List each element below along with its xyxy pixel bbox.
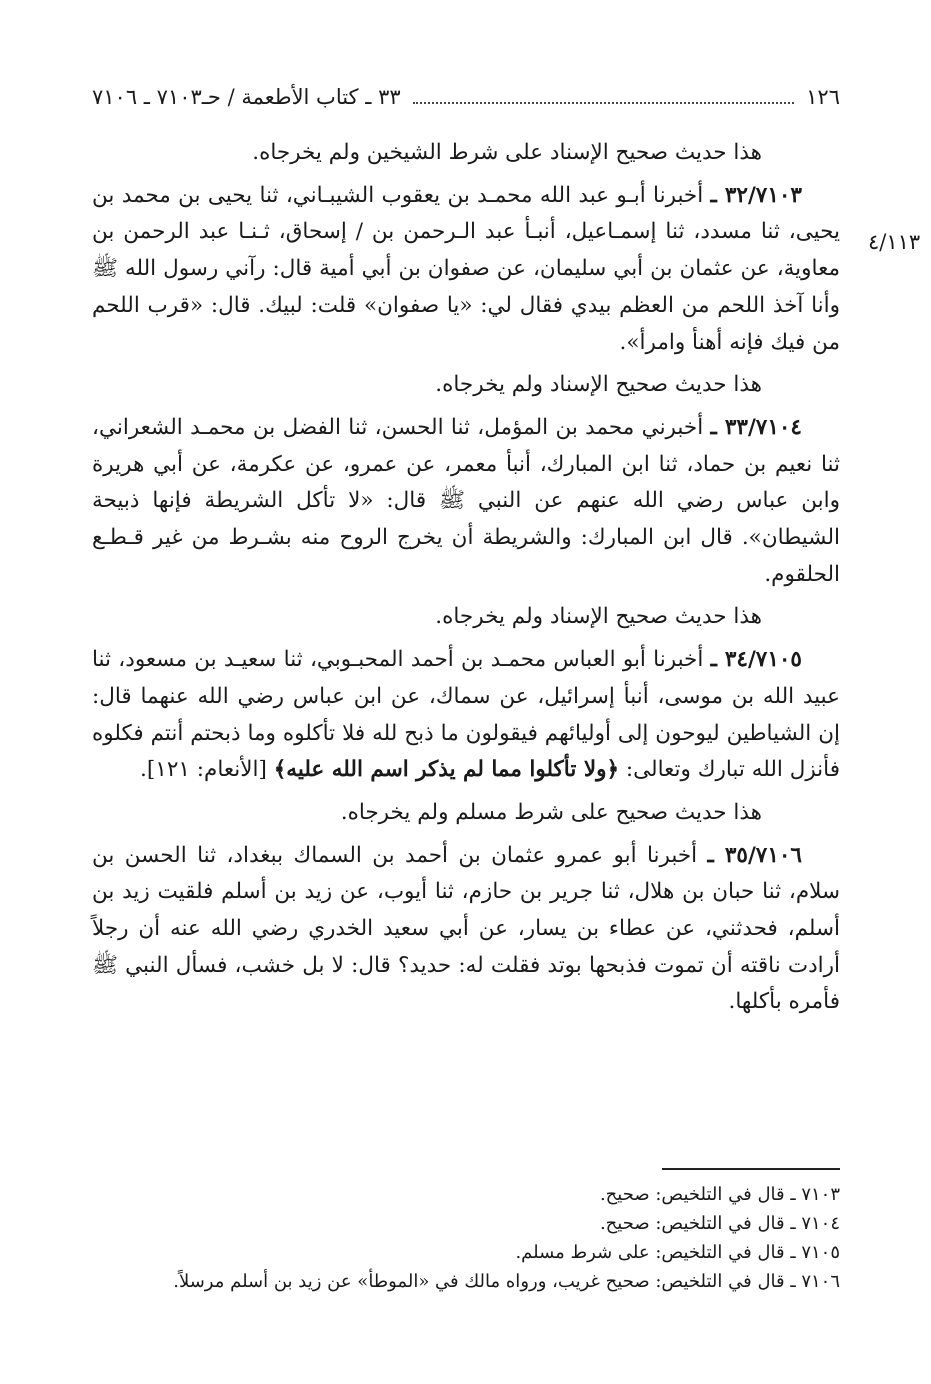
hadith-text: أخبرنا أبو عمرو عثمان بن أحمد بن السماك ببغداد، ثنا الحسن بن سلام، ثنا حبان بن هلال، ثنا جرير بن حازم، ثنا أيوب، عن زيد بن أسلم فلقيت زيد بن أسلم، فحدثني، عن عطاء بن يسار، عن أبي سعيد الخدري رضي الله عنه أن رجلاً أرادت ناقته أن تموت فذبحها بوتد فقلت له: حديد؟ قال: لا بل خشب، فسأل النبي ﷺ فأمره بأكلها. — [92, 842, 840, 1015]
footnotes — [92, 1180, 840, 1296]
hadith-paragraph — [92, 410, 840, 594]
grading-note: هذا حديث صحيح الإسناد على شرط الشيخين ولم يخرجاه. — [252, 140, 762, 165]
hadith-number: ٣٣/٧١٠٤ ـ — [710, 414, 802, 440]
hadith-text: أخبرنا أبو العباس محمـد بن أحمد المحبـوبي، ثنا سعيـد بن مسعود، ثنا عبيد الله بن موسى، أنبأ إسرائيل، عن سماك، عن ابن عباس رضي الله عنهما قال: إن الشياطين ليوحون إلى أوليائهم فيقولون ما ذبح لله فلا تأكلوه وما ذبحتم أنتم فكلوه فأنزل الله تبارك وتعالى: — [92, 647, 840, 783]
quran-verse: ﴿ولا تأكلوا مما لم يذكر اسم الله عليه﴾ — [273, 757, 620, 783]
footnote-separator — [662, 1168, 840, 1170]
hadith-text: أخبرني محمد بن المؤمل، ثنا الحسن، ثنا الفضل بن محمـد الشعراني، ثنا نعيم بن حماد، ثنا ابن المبارك، أنبأ معمر، عن عمرو، عن عكرمة، عن أبي هريرة وابن عباس رضي الله عنهم عن النبي ﷺ قال: «لا تأكل الشريطة فإنها ذبيحة الشيطان». قال ابن المبارك: والشريطة أن يخرج الروح منه بشـرط من غير قـطـع الحلقوم. — [92, 414, 840, 587]
footnote: ٧١٠٣ ـ قال في التلخيص: صحيح. — [599, 1184, 840, 1205]
footnote: ٧١٠٦ ـ قال في التلخيص: صحيح غريب، ورواه مالك في «الموطأ» عن زيد بن أسلم مرسلاً. — [173, 1271, 840, 1292]
margin-volume-reference: ٤/١١٣ — [868, 230, 921, 254]
footnote: ٧١٠٤ ـ قال في التلخيص: صحيح. — [599, 1213, 840, 1234]
footnote: ٧١٠٥ ـ قال في التلخيص: على شرط مسلم. — [515, 1242, 840, 1263]
hadith-number: ٣٤/٧١٠٥ ـ — [710, 647, 802, 673]
grading-note: هذا حديث صحيح الإسناد ولم يخرجاه. — [435, 604, 762, 630]
grading-note: هذا حديث صحيح الإسناد ولم يخرجاه. — [435, 372, 762, 398]
running-header — [92, 80, 840, 114]
grading-note: هذا حديث صحيح على شرط مسلم ولم يخرجاه. — [340, 799, 762, 825]
page-number: ١٢٦ — [806, 85, 840, 109]
hadith-paragraph — [92, 838, 840, 1022]
hadith-number: ٣٥/٧١٠٦ ـ — [707, 842, 802, 868]
header-dot-leader — [413, 102, 795, 104]
running-title: ٣٣ ـ كتاب الأطعمة / حـ٧١٠٣ ـ ٧١٠٦ — [92, 85, 401, 109]
hadith-text: أخبرنا أبـو عبد الله محمـد بن يعقوب الشيبـاني، ثنا يحيى بن محمد بن يحيى، ثنا مسدد، ثنا إسمـاعيل، أنبـأ عبد الـرحمن بن / إسحاق، ثـنـا عبد الرحمن بن معاوية، عن عثمان بن أبي سليمان، عن صفوان بن أبي أمية قال: رآني رسول الله ﷺ وأنا آخذ اللحم من العظم بيدي فقال لي: «يا صفوان» قلت: لبيك. قال: «قرب اللحم من فيك فإنه أهنأ وامرأ». — [92, 182, 840, 355]
quran-citation: [الأنعام: ١٢١]. — [140, 757, 274, 783]
hadith-number: ٣٢/٧١٠٣ ـ — [710, 182, 802, 208]
hadith-paragraph — [92, 642, 840, 789]
hadith-paragraph — [92, 178, 840, 362]
main-text — [92, 135, 840, 1027]
